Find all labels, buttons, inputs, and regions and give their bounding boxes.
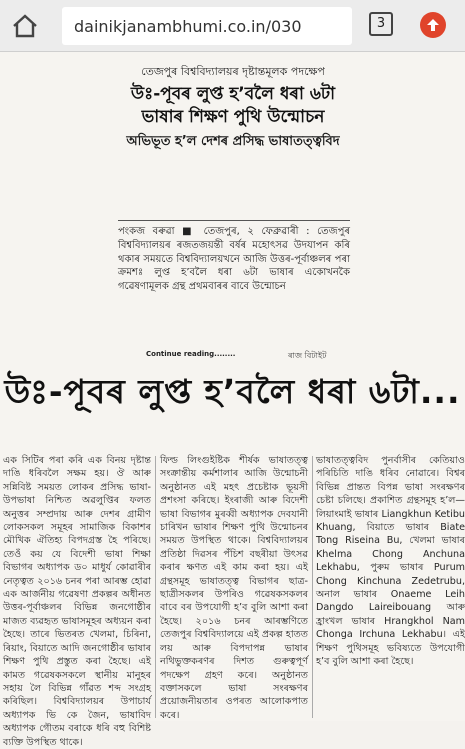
headline: উঃ-পূবৰ লুপ্ত হ’বলৈ ধৰা ৬টা ভাষাৰ শিক্ষণ পুথি উন্মোচন (130, 84, 336, 127)
body-column-3: ভাষাতত্ত্ববিদ পুনৰ্বাসীৰ কেতিয়াও পৰিচিতি দাঙি ধৰিব নোৱাৰে। বিশ্বৰ বিভিন্ন প্ৰান্তত বিপন্ন ভাষা সংৰক্ষণৰ চেষ্টা চলিছে। প্ৰকাশিত গ্ৰন্থসমূহ হ’ল— লিয়াংমাই ভাষাৰ Liangkhun Ketibu Khuang, বিয়াতে ভাষাৰ Biate Tong Riseina Bu, খেলমা ভাষাৰ Khelma Chong Anchuna Lekhabu, পুৰুম ভাষাৰ Purum Chong Kinchuna Zedetrubu, অনাল ভাষাৰ Onaeme Leih Dangdo Laireibouang আৰু হ্ৰাংখল ভাষাৰ Hrangkhol Nam Chonga Irchuna Lekhabu। এই শিক্ষণ পুথিসমূহ ভবিষ্যতে উপযোগী হ’ব বুলি আশা কৰা হৈছে। (316, 455, 465, 668)
divider (118, 220, 350, 221)
big-headline: উঃ-পূবৰ লুপ্ত হ’বলৈ ধৰা ৬টা... (4, 372, 461, 411)
deck: অভিভূত হ’ল দেশৰ প্ৰসিদ্ধ ভাষাতত্ত্ববিদ (126, 134, 340, 149)
continue-reading[interactable]: Continue reading........ (146, 350, 236, 358)
browser-toolbar (0, 0, 465, 52)
tabs-icon[interactable]: 3 (369, 12, 393, 36)
photo-credit: ৰাজ বিটাইট (288, 351, 327, 360)
update-arrow-icon[interactable] (420, 12, 446, 38)
kicker: তেজপুৰ বিশ্ববিদ্যালয়ৰ দৃষ্টান্তমূলক পদক্ষেপ (141, 65, 325, 78)
column-divider (312, 456, 313, 718)
url-text: dainikjanambhumi.co.in/030 (74, 17, 302, 36)
headline-block (118, 64, 348, 150)
intro-text: পংকজ বৰুৱা ■ তেজপুৰ, ২ ফেব্ৰুৱাৰী : তেজপুৰ বিশ্ববিদ্যালয়ৰ ৰজতজয়ন্তী বৰ্ষৰ মহোৎসৱ উদযাপন কৰি থকাৰ সময়তে বিশ্ববিদ্যালয়খনে আজি উত্তৰ-পূৰ্বাঞ্চলৰ পৰা ক্ৰমশঃ লুপ্ত হ’বলৈ ধৰা ৬টা ভাষাৰ একোখনকৈ গৱেষণামূলক গ্ৰন্থ প্ৰথমবাৰৰ বাবে উন্মোচন (118, 226, 350, 293)
address-bar[interactable] (62, 7, 352, 45)
column-divider (155, 456, 156, 718)
body-column-2: ফিল্ড লিংগুইষ্টিক শীৰ্ষক ভাষাতত্ত্ব সংক্ৰান্তীয় কৰ্মশালাৰ আজি উন্মোচনী অনুষ্ঠানত এই মহৎ প্ৰচেষ্টাক ভূয়সী প্ৰশংসা কৰিছে। ইংৰাজী আৰু বিদেশী ভাষা বিভাগৰ মুৰব্বী অধ্যাপক দেবযানী চাৰিখন ভাষাৰ শিক্ষণ পুথি উন্মোচনৰ সময়ত উপস্থিত থাকে। বিশ্ববিদ্যালয়ৰ প্ৰতিষ্ঠা দিৱসৰ পঁচিশ বছৰীয়া উৎসৱ কৰাৰ ক্ষণত এই কাম কৰা হয়। এই গ্ৰন্থসমূহ ভাষাতত্ত্ব বিভাগৰ ছাত্ৰ-ছাত্ৰীসকলৰ উপৰিও গৱেষকসকলৰ বাবে বৰ উপযোগী হ’ব বুলি আশা কৰা হৈছে। ২০১৬ চনৰ আৰম্ভণিতে তেজপুৰ বিশ্ববিদ্যালয়ে এই প্ৰকল্প হাতত লয় আৰু বিপদাপন্ন ভাষাৰ নথিভুক্তকৰণৰ দিশত গুৰুত্বপূৰ্ণ পদক্ষেপ গ্ৰহণ কৰে। অনুষ্ঠানত বক্তাসকলে ভাষা সংৰক্ষণৰ প্ৰয়োজনীয়তাৰ ওপৰত আলোকপাত কৰে। (160, 455, 308, 721)
body-columns (0, 454, 465, 748)
home-icon[interactable] (12, 14, 38, 38)
body-column-1: এক সিটিৰ পৰা কৰি এক বিনয় দৃষ্টান্ত দাঙি ধৰিবলৈ সক্ষম হয়। ঔ আৰু সন্নিবিষ্ট সময়ত লোকৰ প্ৰসিদ্ধ ভাষা-উপভাষা নিশ্চিত অৱলুপ্তিৰ ফলত অনুত্তৰ সম্প্ৰদায় আৰু দেশৰ গ্ৰামীণ লোকসকল সমূহৰ সামাজিক বিকাশৰ মৌখিক ঐতিহ্য বিপদগ্ৰস্ত হৈ পৰিছে। তেওঁ কয় যে বিদেশী ভাষা শিক্ষা বিভাগৰ অধ্যাপক ড০ মাধুৰ্য কোৱাৰীৰ নেতৃত্বত ২০১৬ চনৰ পৰা আৰম্ভ হোৱা এক আৰ্জনীয় গৱেষণা প্ৰকল্পৰ অধীনত উত্তৰ-পূৰ্বাঞ্চলৰ বিভিন্ন জনগোষ্ঠীৰ মাজত ব্যৱহৃত ভাষাসমূহৰ অধ্যয়ন কৰা হৈছে। তাৰে ভিতৰত খেলমা, চিৰিনা, ৰিয়াং, বিয়াতে আদি জনগোষ্ঠীৰ ভাষাৰ শিক্ষণ পুথি প্ৰস্তুত কৰা হৈছে। এই কামত গৱেষকসকলে স্থানীয় মানুহৰ সহায় লৈ বিভিন্ন গাঁৱত শব্দ সংগ্ৰহ কৰিছিল। বিশ্ববিদ্যালয়ৰ উপাচাৰ্য অধ্যাপক ভি কে জৈন, ভাষাবিদ অধ্যাপক গৌতম বৰাকে ধৰি বহু বিশিষ্ট ব্যক্তি উপস্থিত থাকে। (3, 455, 151, 748)
newspaper-clipping (0, 52, 465, 748)
